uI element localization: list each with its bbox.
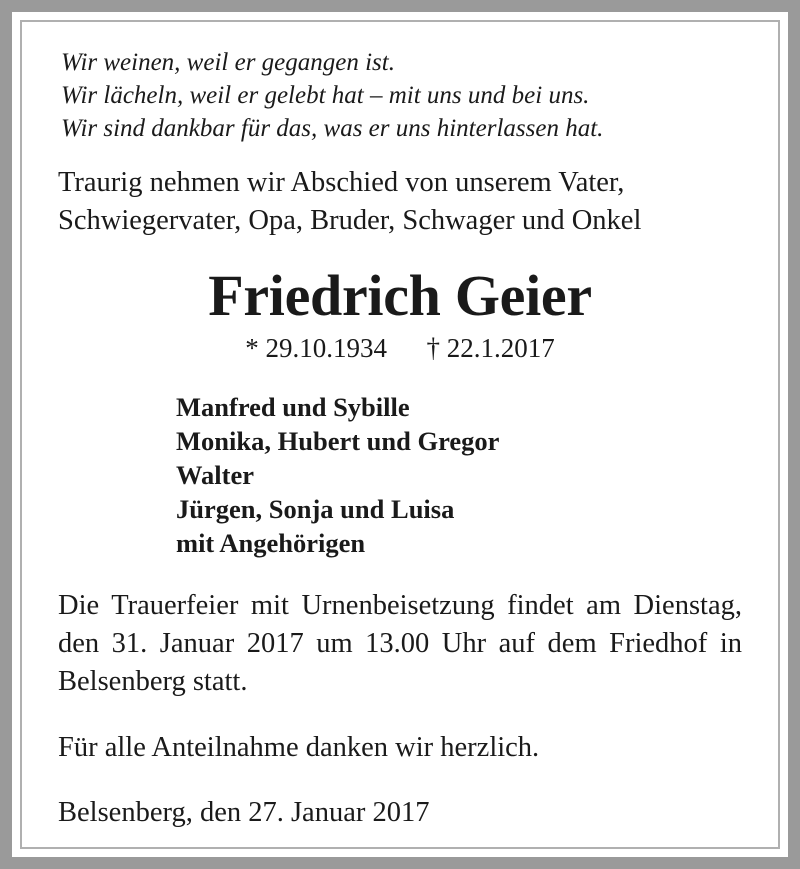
family-line-3: Walter <box>176 460 254 490</box>
family-line-1: Manfred und Sybille <box>176 392 410 422</box>
family-line-2: Monika, Hubert und Gregor <box>176 426 500 456</box>
memorial-verse <box>61 46 742 145</box>
memorial-verse-line-1: Wir weinen, weil er gegangen ist. <box>61 49 395 76</box>
memorial-verse-line-3: Wir sind dankbar für das, was er uns hinterlassen hat. <box>61 115 604 142</box>
obituary-content <box>58 46 742 832</box>
obituary-frame-gap <box>12 12 788 857</box>
funeral-details: Die Trauerfeier mit Urnenbeisetzung findet am Dienstag, den 31. Januar 2017 um 13.00 Uhr auf dem Friedhof in Belsenberg statt. <box>58 590 742 697</box>
thanks-message: Für alle Anteilnahme danken wir herzlich. <box>58 732 540 763</box>
memorial-verse-line-2: Wir lächeln, weil er gelebt hat – mit uns und bei uns. <box>61 82 590 109</box>
family-line-5: mit Angehörigen <box>176 528 366 558</box>
obituary-card <box>20 20 780 849</box>
deceased-name: Friedrich Geier <box>208 263 592 328</box>
announcement-lead-line-2: Schwiegervater, Opa, Bruder, Schwager und Onkel <box>58 205 642 236</box>
birth-date: * 29.10.1934 <box>245 333 387 363</box>
announcement-lead-line-1: Traurig nehmen wir Abschied von unserem Vater, <box>58 167 625 198</box>
surviving-family-list <box>176 390 742 560</box>
life-dates <box>58 332 742 364</box>
family-line-4: Jürgen, Sonja und Luisa <box>176 494 455 524</box>
death-date: † 22.1.2017 <box>426 333 555 363</box>
announcement-lead <box>58 164 742 240</box>
place-and-date: Belsenberg, den 27. Januar 2017 <box>58 797 430 828</box>
